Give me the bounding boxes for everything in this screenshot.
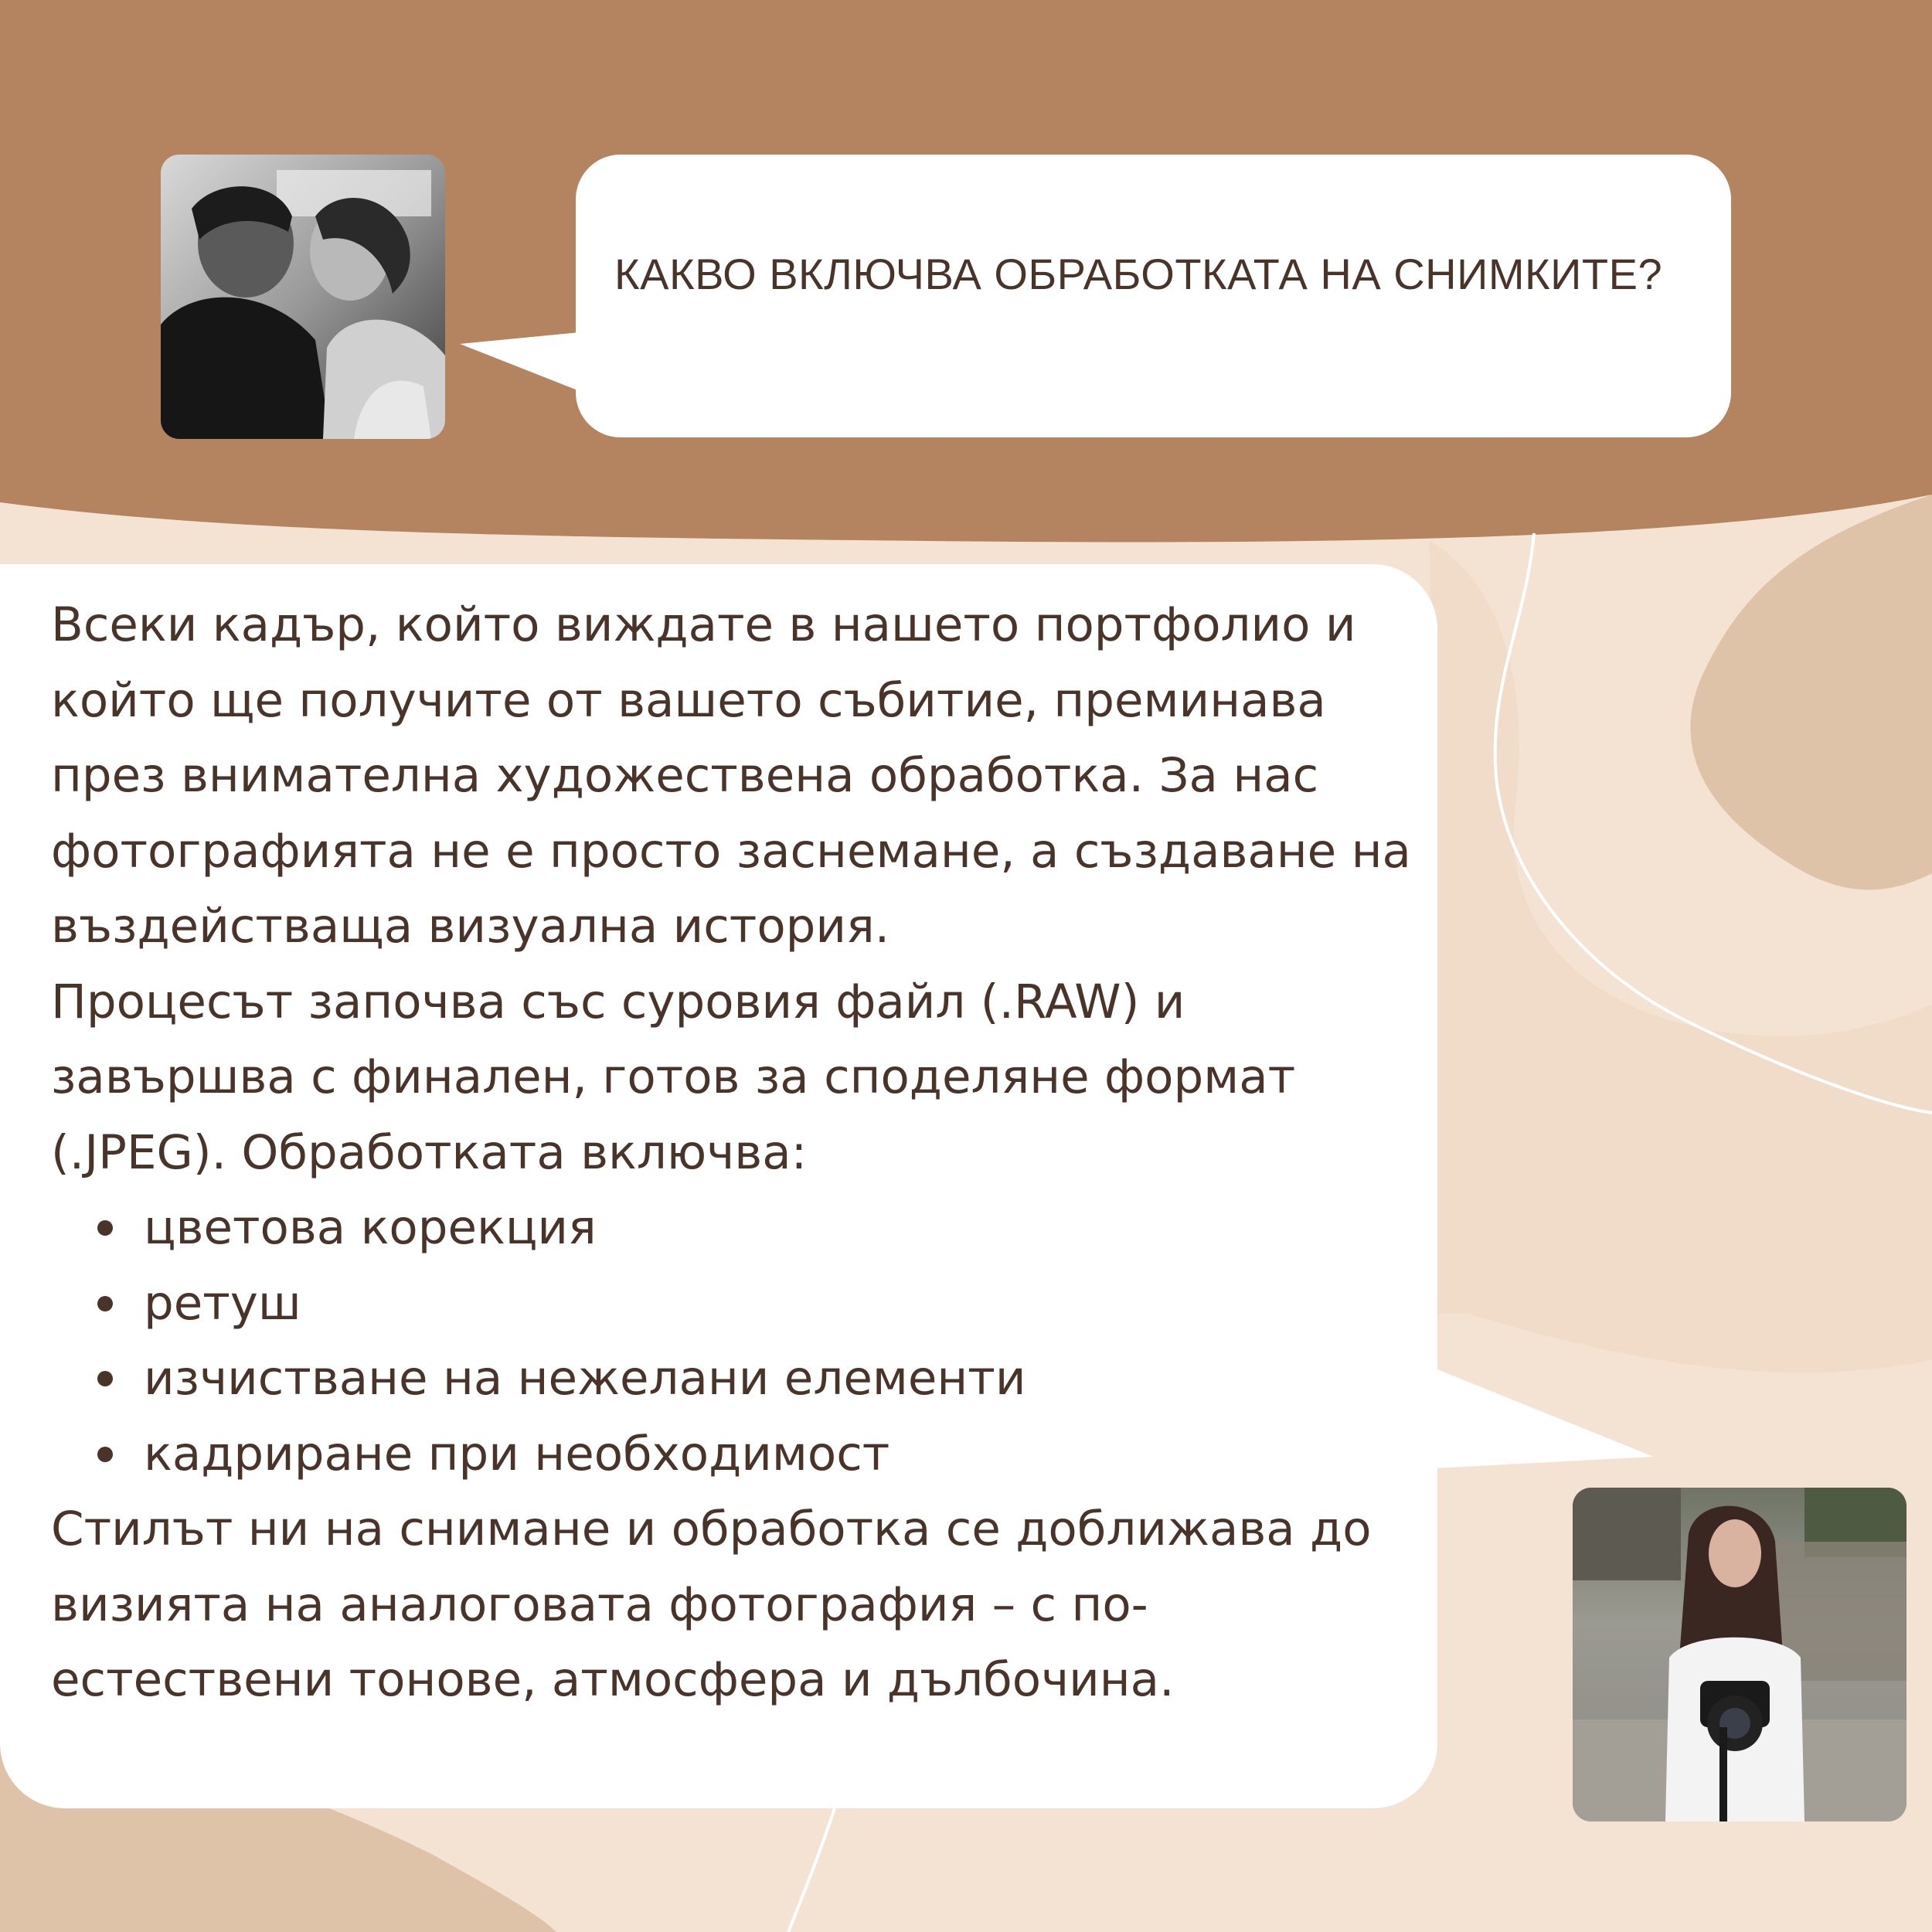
answer-intro: Всеки кадър, който виждате в нашето портфолио и който ще получите от вашето събитие, преминава през внимателна художествена обработка. За нас фотографията не е просто заснемане, а създаване на въздействаща визуална история.: [51, 597, 1411, 954]
bullet-icon: [97, 1371, 113, 1386]
bullet-icon: [97, 1220, 113, 1236]
list-item: [144, 1341, 1419, 1417]
processing-list: [51, 1190, 1419, 1492]
answer-process: Процесът започва със суровия файл (.RAW) и завършва с финален, готов за споделяне формат (.JPEG). Обработката включва:: [51, 974, 1296, 1180]
question-text: КАКВО ВКЛЮЧВА ОБРАБОТКАТА НА СНИМКИТЕ?: [614, 250, 1663, 298]
list-item: [144, 1266, 1419, 1342]
list-item-text: ретуш: [144, 1275, 301, 1331]
list-item: [144, 1417, 1419, 1492]
answer-bubble: [0, 564, 1437, 1808]
photographer-photo: [1573, 1488, 1906, 1821]
bullet-icon: [97, 1447, 113, 1462]
list-item-text: кадриране при необходимост: [144, 1426, 890, 1481]
question-bubble: [576, 155, 1731, 437]
list-item-text: изчистване на нежелани елементи: [144, 1351, 1026, 1406]
bullet-icon: [97, 1296, 113, 1311]
list-item-text: цветова корекция: [144, 1200, 597, 1255]
couple-photo: [161, 155, 445, 439]
answer-content: [51, 587, 1419, 1718]
list-item: [144, 1190, 1419, 1266]
answer-style: Стилът ни на снимане и обработка се доближава до визията на аналоговата фотография – с по-естествени тонове, атмосфера и дълбочина.: [51, 1502, 1372, 1707]
